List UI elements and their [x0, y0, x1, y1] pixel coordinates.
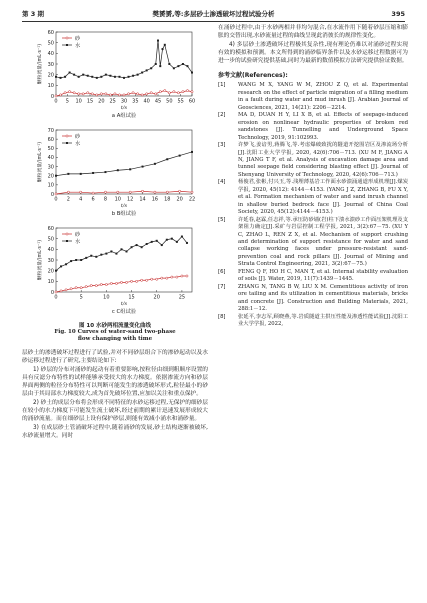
- data-point: [80, 259, 82, 261]
- data-point: [177, 92, 179, 94]
- figure-10: [22, 24, 208, 343]
- data-point: [87, 92, 89, 94]
- data-point: [161, 277, 163, 279]
- x-axis-label: t/s: [120, 301, 128, 307]
- data-point: [186, 275, 188, 277]
- data-point: [161, 244, 163, 246]
- data-point: [96, 94, 98, 96]
- data-point: [136, 244, 138, 246]
- data-point: [67, 191, 69, 193]
- data-point: [135, 280, 137, 282]
- paragraph: 1) 砂层的分布对涌砂的起动有着重要影响,按粒径由细到粗顺序设置的具有反滤分布特性的试样能够承受较大的水力梯度。依据渗流方向和砂层界面两侧的粒径分布特性可以判断可能发生的渗透破坏形式,粒径最小的砂层由于其局部水力梯度较大,成为首先破坏位置,应加以关注和重点保护。: [22, 366, 208, 398]
- data-point: [164, 44, 166, 46]
- y-tick-label: 70: [47, 127, 54, 134]
- y-tick-label: 30: [47, 61, 54, 68]
- data-point: [151, 278, 153, 280]
- data-point: [100, 254, 102, 256]
- reference-number: [2]: [218, 112, 226, 119]
- legend-marker: [66, 135, 68, 137]
- data-point: [166, 239, 168, 241]
- reference-number: [1]: [218, 82, 226, 89]
- series-line-水: [56, 152, 192, 176]
- data-point: [87, 75, 89, 77]
- data-point: [176, 276, 178, 278]
- y-tick-label: 40: [47, 51, 54, 58]
- data-point: [146, 69, 148, 71]
- reference-item: [218, 112, 408, 142]
- data-point: [166, 277, 168, 279]
- x-tick-label: 10: [114, 196, 122, 203]
- data-point: [137, 93, 139, 95]
- data-point: [176, 241, 178, 243]
- data-point: [146, 243, 148, 245]
- data-point: [173, 91, 175, 93]
- data-point: [191, 72, 193, 74]
- x-tick-label: 20: [153, 294, 160, 301]
- data-point: [146, 93, 148, 95]
- reference-item: [218, 314, 408, 329]
- legend-label: 水: [75, 42, 81, 49]
- x-tick-label: 35: [132, 98, 139, 105]
- x-tick-label: 40: [143, 98, 150, 105]
- sub-caption: b B组试验: [111, 211, 137, 217]
- x-tick-label: 20: [98, 98, 105, 105]
- data-point: [73, 92, 75, 94]
- x-tick-label: 5: [65, 98, 69, 105]
- x-tick-label: 50: [166, 98, 173, 105]
- data-point: [69, 91, 71, 93]
- paragraph: 在涌砂过程中,由于水砂两相并非均匀混合,在水流作用下随着砂层压缩和膨胀的交替出现,水砂流量过程的曲线呈现此消彼长的规律性变化。: [218, 25, 408, 40]
- data-point: [114, 93, 116, 95]
- data-point: [179, 190, 181, 192]
- legend-label: 砂: [75, 133, 81, 140]
- data-point: [155, 93, 157, 95]
- data-point: [67, 173, 69, 175]
- x-tick-label: 15: [86, 98, 94, 105]
- paragraph: 层砂土的渗透破坏过程进行了试验,并对不同砂层组合下的渗砂起动以及水砂运移过程进行了研究,主要结论如下:: [22, 350, 208, 365]
- x-tick-label: 0: [54, 196, 58, 203]
- chart-b: [22, 122, 208, 220]
- reference-item: [218, 284, 408, 314]
- y-tick-label: 10: [47, 83, 54, 90]
- data-point: [128, 76, 130, 78]
- data-point: [159, 65, 161, 67]
- legend-label: 砂: [75, 35, 81, 42]
- data-point: [109, 94, 111, 96]
- figure-caption-en-1: Fig. 10 Curves of water-sand two-phase: [54, 329, 176, 335]
- y-tick-label: 60: [47, 29, 54, 36]
- data-point: [85, 257, 87, 259]
- x-tick-label: 20: [176, 196, 183, 203]
- data-point: [129, 168, 131, 170]
- x-tick-label: 4: [79, 196, 83, 203]
- data-point: [100, 76, 102, 78]
- data-point: [130, 280, 132, 282]
- data-point: [115, 282, 117, 284]
- y-tick-label: 30: [47, 257, 54, 264]
- data-point: [60, 265, 62, 267]
- data-point: [181, 236, 183, 238]
- legend-marker: [66, 44, 68, 46]
- y-axis-label: 颗粒流量/(mL·s⁻¹): [38, 141, 43, 183]
- data-point: [146, 279, 148, 281]
- references-title: 参考文献(References):: [218, 72, 288, 80]
- x-tick-label: 16: [151, 196, 159, 203]
- data-point: [60, 290, 62, 292]
- x-tick-label: 0: [54, 294, 58, 301]
- data-point: [110, 250, 112, 252]
- reference-text: WANG M X, YANG W M, ZHOU Z Q, et al. Experimental research on the effect of particle migration of a filling medium in a fault during water and mud inrush [J]. Arabian Journal of Geosciences, 2021, 14(21): 2206－2214.: [238, 82, 408, 111]
- data-point: [141, 94, 143, 96]
- y-tick-label: 0: [50, 93, 54, 100]
- data-point: [141, 72, 143, 74]
- y-tick-label: 30: [47, 164, 54, 171]
- y-axis-label: 颗粒流量/(mL·s⁻¹): [38, 239, 43, 281]
- data-point: [157, 40, 159, 42]
- data-point: [164, 90, 166, 92]
- reference-item: [218, 82, 408, 112]
- legend-marker: [66, 240, 68, 242]
- data-point: [120, 281, 122, 283]
- y-tick-label: 60: [47, 225, 54, 232]
- data-point: [150, 67, 152, 69]
- x-tick-label: 30: [120, 98, 128, 105]
- data-point: [141, 246, 143, 248]
- y-tick-label: 50: [47, 236, 54, 243]
- x-tick-label: 5: [79, 294, 83, 301]
- data-point: [91, 76, 93, 78]
- data-point: [132, 92, 134, 94]
- paragraph: 4) 多层砂土渗透破坏过程极其复杂性,现有理论仍难以对涌砂过程实现有效的模拟和预测。本文所得到的涌砂临界条件以及水砂运移过程数据可为进一步的试验研究提供基础,同时为最新的数值模拟方法研究提供验证数据。: [218, 41, 408, 65]
- reference-item: [218, 217, 408, 269]
- x-tick-label: 10: [75, 98, 82, 105]
- reference-text: 许梦飞,姜谙男,蒋腾飞,等.考虑爆破致扰的隧道开挖围岩区及渗流场分析[J].沈阳工业大学学报, 2020, 42(6):706－713. (XU M F, JIANG A N, JIANG T F, et al. Analysis of excavation damage area and tunnel seepage field considering blasting effect [J]. Journal of Shenyang University of Technology, 2020, 42(6):706－713.): [238, 142, 408, 178]
- figure-caption-cn: 图 10 水砂两相流量变化曲线: [79, 323, 151, 329]
- data-point: [104, 191, 106, 193]
- y-tick-label: 60: [47, 136, 54, 143]
- y-tick-label: 20: [47, 173, 54, 180]
- data-point: [171, 276, 173, 278]
- data-point: [80, 173, 82, 175]
- data-point: [126, 250, 128, 252]
- x-axis-label: t/s: [120, 105, 128, 111]
- legend-marker: [66, 37, 68, 39]
- x-tick-label: 8: [103, 196, 108, 203]
- data-point: [80, 287, 82, 289]
- data-point: [75, 287, 77, 289]
- paragraph: 2) 砂土的成层分布将会形成不同特征的水砂运移过程,无保护的细砂层在较小的水力梯度下可能发生流土破坏,经过前期的累计迅速发展形成较大的涌砂流量。而在细砂层上设有保护砂层,则能有效减小涌水和涌砂量。: [22, 399, 208, 423]
- data-point: [127, 93, 129, 95]
- data-point: [64, 92, 66, 94]
- x-tick-label: 6: [91, 196, 95, 203]
- data-point: [186, 65, 188, 67]
- x-tick-label: 2: [66, 196, 70, 203]
- data-point: [182, 91, 184, 93]
- data-point: [123, 77, 125, 79]
- reference-text: ZHANG N, TANG B W, LIU X M. Cementitious activity of iron ore tailing and its utilization in cementitious materials, bricks and concrete [J]. Construction and Building Materials, 2021, 288:1－12.: [238, 283, 408, 313]
- data-point: [55, 76, 57, 78]
- data-point: [150, 92, 152, 94]
- data-point: [117, 191, 119, 193]
- sub-caption: a A组试验: [111, 113, 137, 119]
- data-point: [80, 191, 82, 193]
- legend-marker: [66, 233, 68, 235]
- data-point: [155, 63, 157, 65]
- data-point: [105, 93, 107, 95]
- data-point: [177, 65, 179, 67]
- legend-label: 水: [75, 238, 81, 245]
- data-point: [168, 92, 170, 94]
- data-point: [162, 48, 164, 50]
- reference-text: 许延春,赵霖,任志祥,等.承压防砂墙(岩)柱下溃水溃砂工作面压架机理及支架阻力确定[J].采矿与岩层控制工程学报, 2021, 3(2):67－75. (XU Y C, ZHAO L, REN Z X, et al. Mechanism of support crushing and determination of support resistance for water and sand collapse working faces under pressure-resistant sand-prevention coal and rock pillars [J]. Journal of Mining and Strata Control Engineering, 2021, 3(2):67－75.): [238, 216, 408, 268]
- data-point: [75, 259, 77, 261]
- paragraph: 3) 在成层砂土管涌破坏过程中,随着涌砂的发展,砂土结构逐渐被破坏,水砂流量增大。同时: [22, 424, 208, 439]
- data-point: [114, 76, 116, 78]
- data-point: [191, 191, 193, 193]
- data-point: [168, 63, 170, 65]
- chart-a: [22, 24, 208, 122]
- running-header: [22, 7, 405, 22]
- reference-number: [6]: [218, 268, 226, 275]
- data-point: [110, 282, 112, 284]
- x-tick-label: 60: [188, 98, 196, 105]
- y-tick-label: 20: [47, 72, 54, 79]
- data-point: [78, 76, 80, 78]
- left-column: [22, 24, 208, 440]
- series-line-砂: [56, 191, 192, 194]
- issue-label: 第 3 期: [22, 10, 45, 18]
- data-point: [151, 241, 153, 243]
- data-point: [91, 93, 93, 95]
- data-point: [104, 171, 106, 173]
- data-point: [85, 286, 87, 288]
- y-tick-label: 50: [47, 146, 54, 153]
- x-axis-label: t/s: [120, 203, 128, 209]
- right-body-text: [218, 24, 408, 65]
- data-point: [123, 94, 125, 96]
- data-point: [132, 75, 134, 77]
- data-point: [82, 74, 84, 76]
- data-point: [156, 240, 158, 242]
- data-point: [125, 281, 127, 283]
- y-tick-label: 40: [47, 247, 54, 254]
- data-point: [156, 278, 158, 280]
- data-point: [137, 74, 139, 76]
- data-point: [105, 74, 107, 76]
- data-point: [141, 190, 143, 192]
- reference-number: [7]: [218, 283, 226, 290]
- data-point: [171, 238, 173, 240]
- data-point: [70, 288, 72, 290]
- data-point: [154, 191, 156, 193]
- data-point: [166, 158, 168, 160]
- reference-text: FENG Q F, HO H C, MAN T, et al. Internal stability evaluation of soils [J]. Water, 2019, 11(7):1439－1445.: [238, 268, 408, 283]
- data-point: [96, 77, 98, 79]
- figure-caption-en-2: flow changing with time: [77, 336, 153, 342]
- reference-number: [4]: [218, 179, 226, 186]
- data-point: [182, 63, 184, 65]
- data-point: [117, 169, 119, 171]
- data-point: [159, 91, 161, 93]
- data-point: [70, 260, 72, 262]
- x-tick-label: 45: [154, 98, 162, 105]
- data-point: [64, 76, 66, 78]
- data-point: [73, 74, 75, 76]
- data-point: [179, 155, 181, 157]
- x-tick-label: 10: [103, 294, 110, 301]
- data-point: [90, 285, 92, 287]
- legend-marker: [66, 142, 68, 144]
- y-tick-label: 20: [47, 268, 54, 275]
- data-point: [142, 166, 144, 168]
- data-point: [69, 72, 71, 74]
- legend-label: 水: [75, 140, 81, 147]
- data-point: [129, 191, 131, 193]
- y-axis-label: 颗粒流量/(mL·s⁻¹): [38, 43, 43, 85]
- data-point: [166, 191, 168, 193]
- x-tick-label: 25: [109, 98, 116, 105]
- chart-c: [22, 220, 208, 318]
- data-point: [100, 283, 102, 285]
- data-point: [118, 94, 120, 96]
- data-point: [141, 279, 143, 281]
- sub-caption: c C组试验: [111, 309, 137, 315]
- data-point: [65, 263, 67, 265]
- reference-text: 杨俊君,张彬,付兴玉,等.浅埋薄基岩工作面水砂溃涌通道形成机理[J].煤炭学报, 2020, 45(12): 4144－4153. (YANG J Z, ZHANG B, FU X Y, et al. Formation mechanism of water and sand inrush channel in shallow buried bedrock face [J]. Journal of China Coal Society, 2020, 45(12):4144－4153.): [238, 179, 408, 216]
- data-point: [90, 255, 92, 257]
- reference-item: [218, 142, 408, 179]
- data-point: [55, 270, 57, 272]
- data-point: [154, 163, 156, 165]
- x-tick-label: 55: [177, 98, 184, 105]
- page-number: 395: [391, 10, 405, 18]
- y-tick-label: 0: [50, 289, 54, 296]
- x-tick-label: 18: [164, 196, 171, 203]
- data-point: [118, 76, 120, 78]
- data-point: [95, 285, 97, 287]
- x-tick-label: 15: [128, 294, 135, 301]
- running-title: 樊赟赟,等:多层砂土渗透破坏过程试验分析: [152, 10, 275, 18]
- reference-number: [3]: [218, 142, 226, 149]
- data-point: [109, 75, 111, 77]
- data-point: [92, 172, 94, 174]
- data-point: [55, 291, 57, 293]
- data-point: [82, 93, 84, 95]
- data-point: [95, 256, 97, 258]
- left-body-text: [22, 349, 208, 440]
- y-tick-label: 0: [50, 191, 54, 198]
- data-point: [186, 90, 188, 92]
- data-point: [105, 253, 107, 255]
- data-point: [55, 193, 57, 195]
- data-point: [173, 67, 175, 69]
- data-point: [59, 94, 61, 96]
- data-point: [191, 151, 193, 153]
- data-point: [55, 175, 57, 177]
- reference-number: [8]: [218, 313, 226, 320]
- data-point: [55, 95, 57, 97]
- data-point: [92, 192, 94, 194]
- references-list: [218, 82, 408, 328]
- data-point: [65, 289, 67, 291]
- data-point: [105, 283, 107, 285]
- y-tick-label: 10: [47, 182, 54, 189]
- data-point: [186, 242, 188, 244]
- y-tick-label: 50: [47, 40, 54, 47]
- right-column: [218, 24, 408, 328]
- x-tick-label: 25: [178, 294, 186, 301]
- x-tick-label: 22: [188, 196, 196, 203]
- reference-number: [5]: [218, 216, 226, 223]
- reference-text: MA D, DUAN H Y, LI X B, et al. Effects of seepage-induced erosion on nonlinear hydraulic properties of broken red sandstones [J]. Tunnelling and Underground Space Technology, 2019, 91:102993.: [238, 112, 408, 141]
- data-point: [100, 93, 102, 95]
- data-point: [78, 93, 80, 95]
- y-tick-label: 40: [47, 155, 54, 162]
- data-point: [60, 77, 62, 79]
- data-point: [191, 91, 193, 93]
- reference-text: 张延平,李志军,顾晓燕,等.岩质隧道主拱压性能及渗透性能试验[J].沈阳工业大学学报, 2022,: [238, 313, 408, 327]
- data-point: [120, 248, 122, 250]
- x-tick-label: 12: [126, 196, 134, 203]
- reference-item: [218, 269, 408, 284]
- y-tick-label: 10: [47, 279, 54, 286]
- data-point: [181, 275, 183, 277]
- reference-item: [218, 179, 408, 216]
- data-point: [131, 246, 133, 248]
- data-point: [115, 253, 117, 255]
- legend-label: 砂: [75, 231, 81, 238]
- x-tick-label: 0: [54, 98, 58, 105]
- x-tick-label: 14: [139, 196, 146, 203]
